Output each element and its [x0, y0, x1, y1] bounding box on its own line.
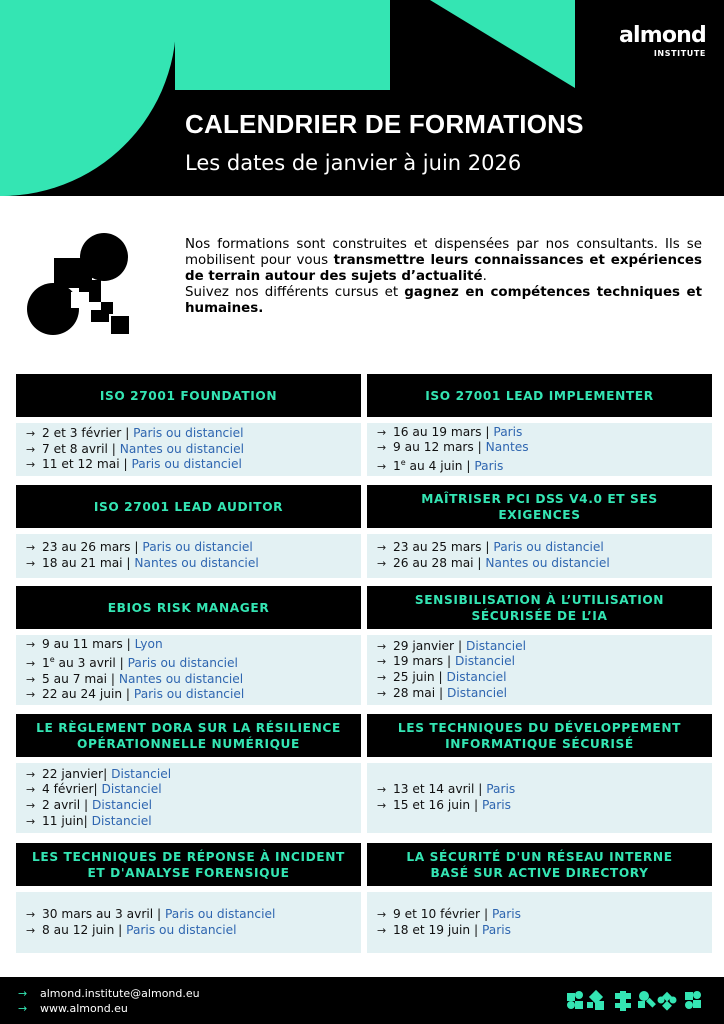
course-title: MAÎTRISER PCI DSS V4.0 ET SES EXIGENCES	[421, 491, 658, 522]
course-sessions	[16, 892, 361, 953]
decor-triangle	[430, 0, 575, 88]
session-row: → 11 juin| Distanciel	[26, 813, 152, 828]
course-title: LES TECHNIQUES DE RÉPONSE À INCIDENT ET D'ANALYSE FORENSIQUE	[32, 849, 345, 880]
session-row: → 22 janvier| Distanciel	[26, 766, 172, 781]
session-row: → 16 au 19 mars | Paris	[377, 424, 523, 439]
header-banner	[0, 0, 724, 196]
session-row: → 5 au 7 mai | Nantes ou distanciel	[26, 671, 244, 686]
intro-paragraph-2: Suivez nos différents cursus et gagnez en compétences techniques et humaines.	[185, 285, 703, 316]
session-row: → 29 janvier | Distanciel	[377, 638, 527, 653]
session-row: → 13 et 14 avril | Paris	[377, 782, 516, 797]
geometric-logo-icon	[27, 232, 131, 336]
brand-sub: INSTITUTE	[653, 49, 706, 58]
page-subtitle: Les dates de janvier à juin 2026	[185, 151, 522, 175]
session-row: → 4 février| Distanciel	[26, 782, 162, 797]
session-row: → 28 mai | Distanciel	[377, 685, 508, 700]
session-row: → $1^e$ au 4 juin | Paris	[377, 457, 504, 473]
session-row: → 18 et 19 juin | Paris	[377, 922, 512, 937]
session-row: → 25 juin | Distanciel	[377, 670, 507, 684]
footer-email-row	[18, 987, 200, 1000]
course-title: LE RÈGLEMENT DORA SUR LA RÉSILIENCE OPÉRATIONNELLE NUMÉRIQUE	[36, 720, 341, 751]
brand-name: almond	[618, 23, 706, 48]
session-row: → 15 et 16 juin | Paris	[377, 798, 512, 812]
footer-website-row	[18, 1002, 128, 1015]
session-row: → 22 au 24 juin | Paris ou distanciel	[26, 687, 245, 702]
footer-email-link[interactable]: almond.institute@almond.eu	[40, 987, 200, 1000]
page-title: CALENDRIER DE FORMATIONS	[185, 109, 584, 139]
arrow-icon: →	[18, 987, 28, 1000]
intro-paragraph-1: Nos formations sont construites et dispensées par nos consultants. Ils se mobilisent pour vous transmettre leurs connaissances et expériences de terrain autour des sujets d’actualité.	[185, 237, 702, 284]
decor-quarter-circle-mask	[0, 0, 175, 196]
session-row: → 9 au 12 mars | Nantes	[377, 440, 529, 455]
session-row: → 30 mars au 3 avril | Paris ou distanciel	[26, 906, 276, 921]
session-row: → 23 au 25 mars | Paris ou distanciel	[377, 540, 604, 555]
footer-website-link[interactable]: www.almond.eu	[40, 1002, 128, 1015]
course-title: LA SÉCURITÉ D'UN RÉSEAU INTERNE BASÉ SUR ACTIVE DIRECTORY	[406, 849, 673, 880]
session-row: → 23 au 26 mars | Paris ou distanciel	[26, 540, 253, 555]
course-sessions	[367, 534, 712, 578]
session-row: → 11 et 12 mai | Paris ou distanciel	[26, 457, 242, 472]
intro-text	[185, 237, 702, 317]
session-row: → $1^e$ au 3 avril | Paris ou distanciel	[26, 654, 238, 670]
session-row: → 9 et 10 février | Paris	[377, 906, 521, 921]
session-row: → 19 mars | Distanciel	[377, 654, 516, 669]
arrow-icon: →	[18, 1002, 28, 1015]
session-row: → 8 au 12 juin | Paris ou distanciel	[26, 922, 237, 937]
course-sessions	[367, 423, 712, 476]
course-title: LES TECHNIQUES DU DÉVELOPPEMENT INFORMATIQUE SÉCURISÉ	[397, 720, 682, 751]
session-row: → 18 au 21 mai | Nantes ou distanciel	[26, 556, 259, 570]
session-row: → 7 et 8 avril | Nantes ou distanciel	[26, 441, 245, 456]
session-row: → 2 et 3 février | Paris ou distanciel	[26, 426, 244, 441]
session-row: → 9 au 11 mars | Lyon	[26, 637, 163, 652]
course-sessions	[367, 635, 712, 705]
course-sessions	[16, 423, 361, 476]
course-sessions	[16, 763, 361, 833]
session-row: → 26 au 28 mai | Nantes ou distanciel	[377, 556, 610, 570]
session-row: → 2 avril | Distanciel	[26, 798, 153, 812]
course-sessions	[16, 534, 361, 578]
course-title: ISO 27001 FOUNDATION	[99, 388, 278, 403]
course-title: ISO 27001 LEAD IMPLEMENTER	[425, 388, 654, 403]
course-sessions	[367, 892, 712, 953]
brand-logo	[619, 24, 706, 59]
decor-rect	[175, 0, 390, 90]
course-title: ISO 27001 LEAD AUDITOR	[93, 499, 284, 514]
course-sessions	[16, 635, 361, 705]
footer-pattern-icons	[565, 988, 710, 1014]
course-title: SENSIBILISATION À L’UTILISATION SÉCURISÉE DE L’IA	[414, 592, 665, 623]
course-sessions	[367, 763, 712, 833]
course-title: EBIOS RISK MANAGER	[107, 600, 270, 615]
